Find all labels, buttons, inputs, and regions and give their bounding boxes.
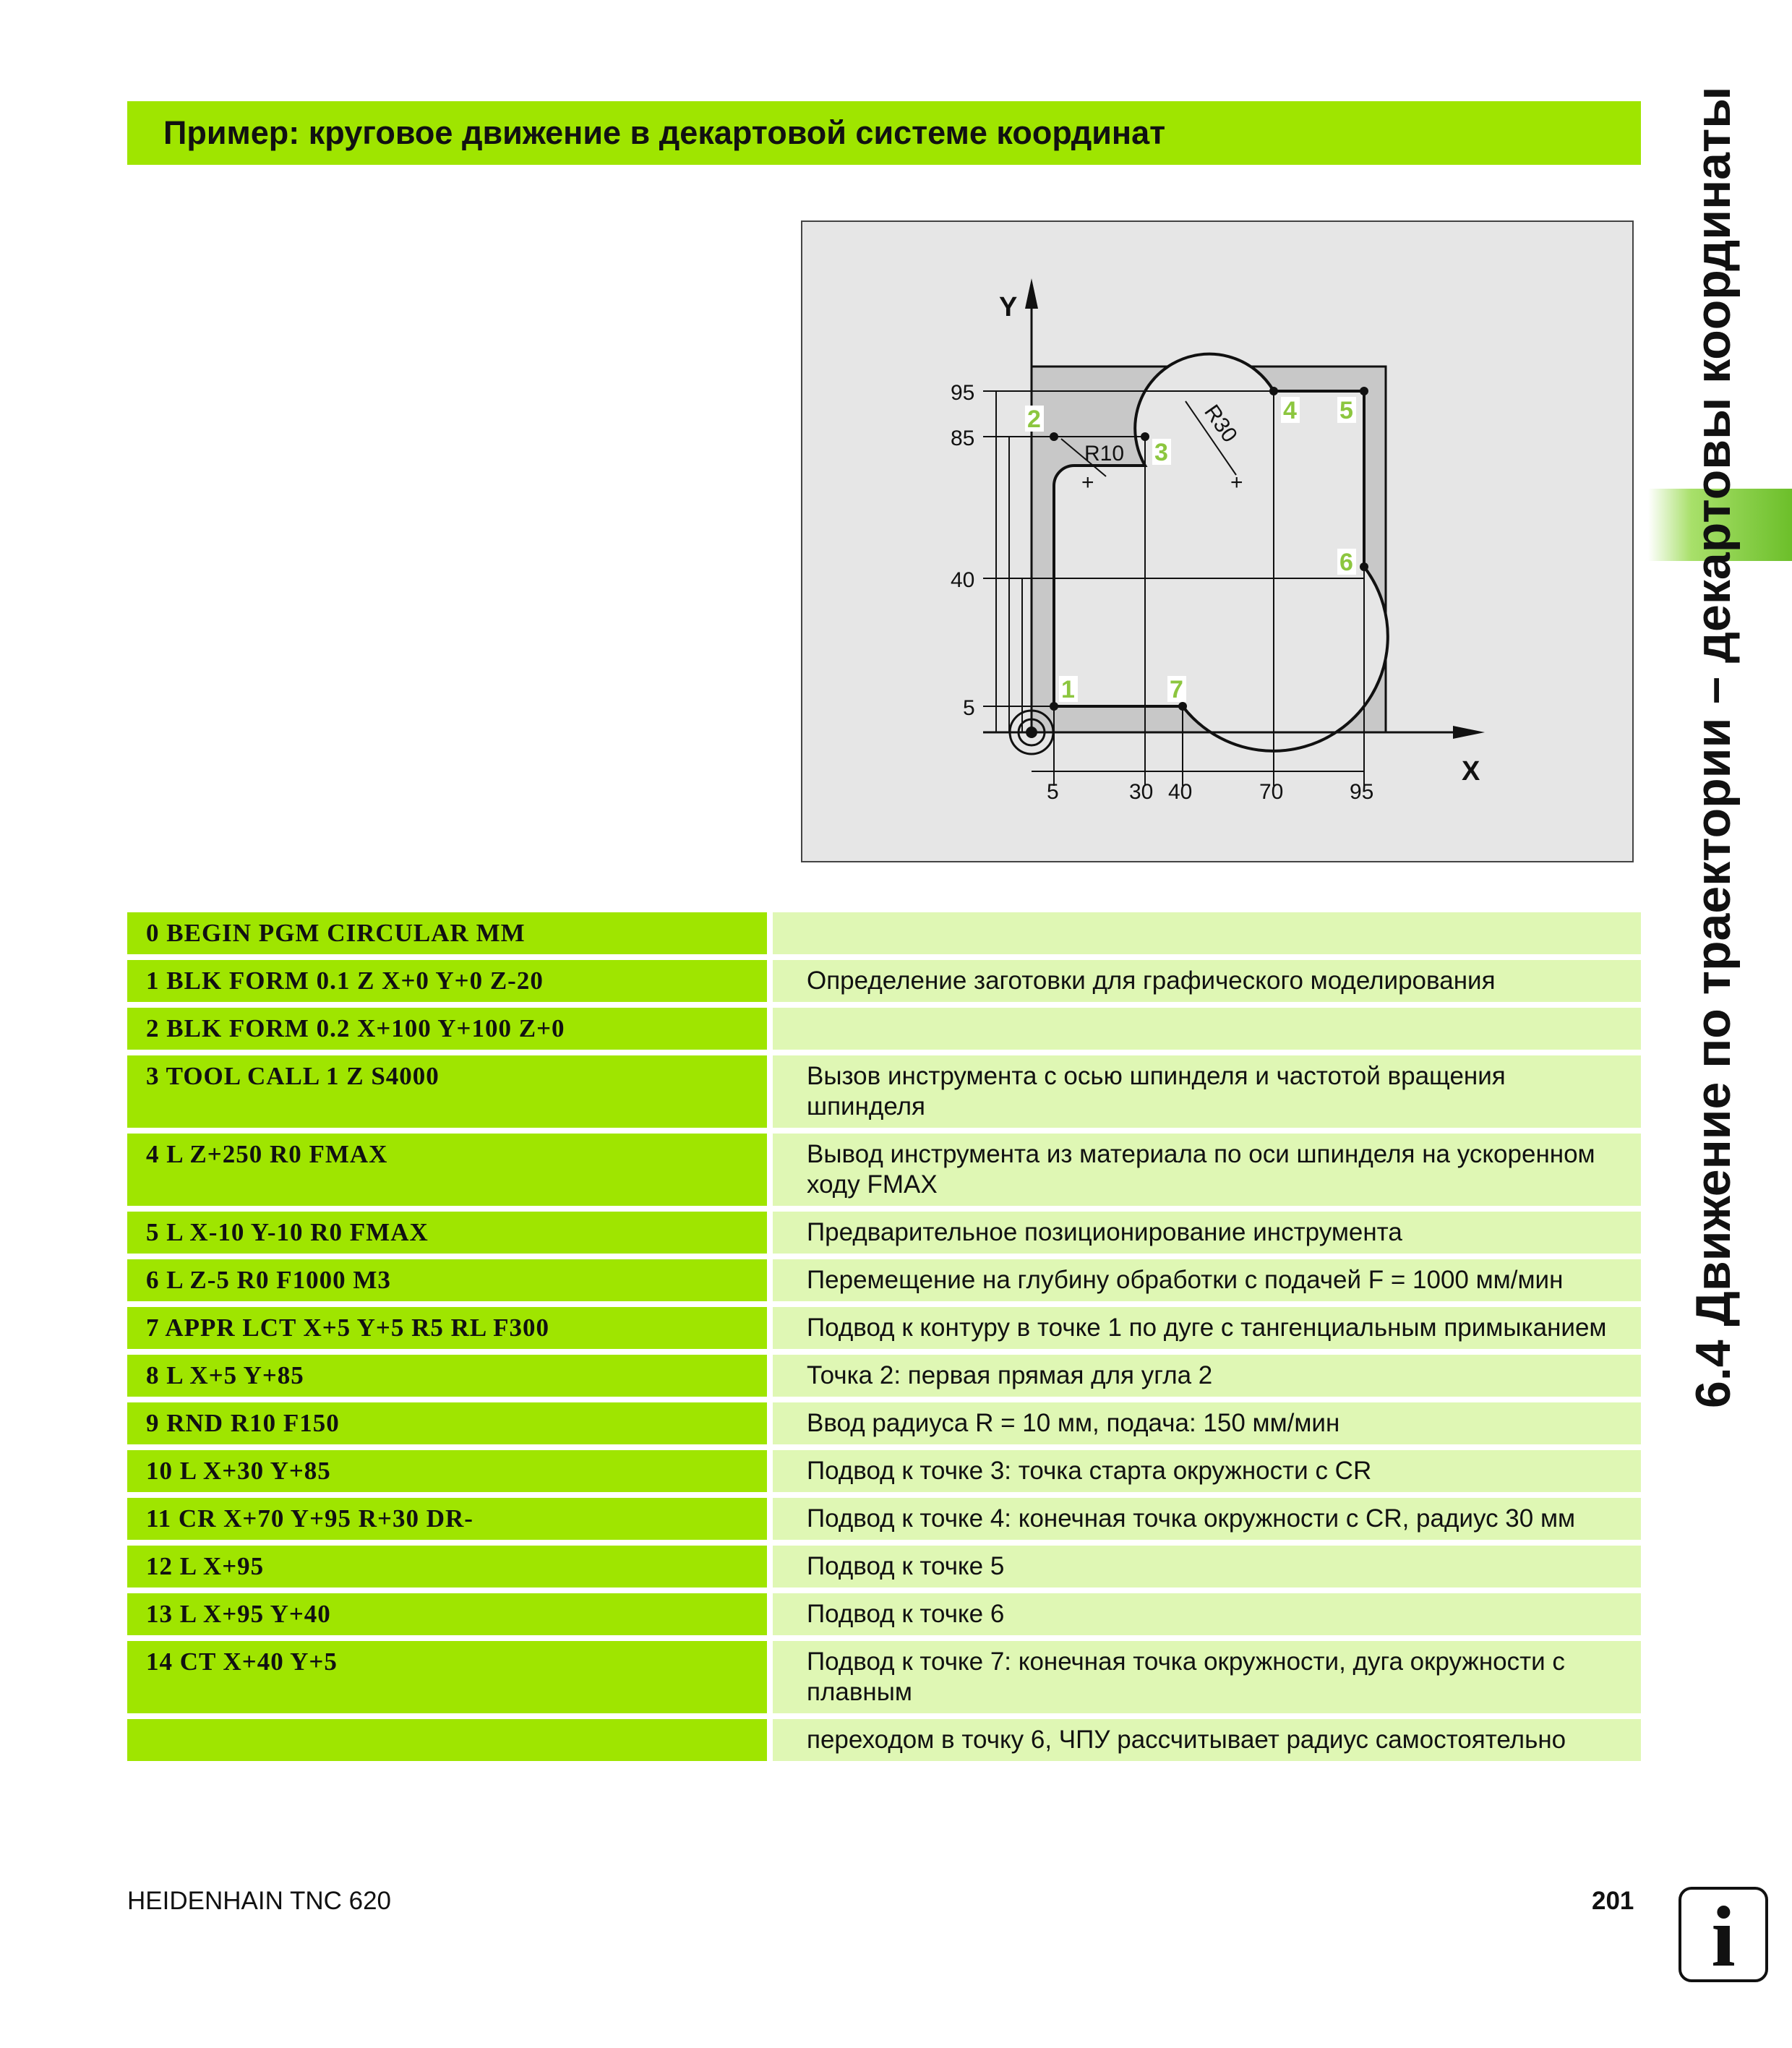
nc-block-code: 6 L Z-5 R0 F1000 M3	[127, 1259, 767, 1301]
nc-block-code: 9 RND R10 F150	[127, 1402, 767, 1444]
nc-block-code: 0 BEGIN PGM CIRCULAR MM	[127, 912, 767, 954]
chapter-title: 6.4 Движение по траектории – декартовы координаты	[1686, 86, 1741, 1408]
nc-block-description: Перемещение на глубину обработки с подачей F = 1000 мм/мин	[773, 1259, 1641, 1301]
program-row	[127, 1008, 1641, 1050]
program-row	[127, 1402, 1641, 1444]
y-tick-95: 95	[951, 381, 975, 405]
y-tick-85: 85	[951, 427, 975, 450]
program-row	[127, 1719, 1641, 1761]
center-mark-small: +	[1081, 471, 1094, 494]
program-row	[127, 1641, 1641, 1713]
nc-block-description: Подвод к контуру в точке 1 по дуге с тангенциальным примыканием	[773, 1307, 1641, 1349]
point-4-dot	[1269, 387, 1278, 395]
section-title: Пример: круговое движение в декартовой системе координат	[163, 114, 1166, 151]
y-tick-5: 5	[963, 696, 975, 720]
point-6-label: 6	[1339, 549, 1353, 576]
program-table	[127, 912, 1641, 1767]
x-tick-40: 40	[1168, 780, 1193, 804]
nc-block-description	[773, 912, 1641, 954]
section-title-bar	[127, 101, 1641, 165]
point-3-dot	[1141, 432, 1149, 441]
program-row	[127, 1546, 1641, 1588]
y-axis-label: Y	[999, 292, 1018, 322]
radius-large-label: R30	[1199, 400, 1242, 447]
nc-block-description: Предварительное позиционирование инструмента	[773, 1212, 1641, 1254]
nc-block-code: 10 L X+30 Y+85	[127, 1450, 767, 1492]
program-row	[127, 1355, 1641, 1397]
point-3-label: 3	[1154, 439, 1168, 466]
point-4-label: 4	[1283, 397, 1297, 424]
x-tick-5: 5	[1047, 780, 1059, 804]
nc-block-code: 12 L X+95	[127, 1546, 767, 1588]
program-row	[127, 1055, 1641, 1128]
program-row	[127, 1259, 1641, 1301]
footer-product: HEIDENHAIN TNC 620	[127, 1887, 392, 1915]
point-1-dot	[1050, 702, 1058, 711]
program-row	[127, 1134, 1641, 1206]
nc-block-description: Подвод к точке 6	[773, 1593, 1641, 1635]
program-row	[127, 1307, 1641, 1349]
contour-drawing	[802, 222, 1632, 861]
nc-block-code	[127, 1719, 767, 1761]
point-5-dot	[1360, 387, 1368, 395]
x-tick-70: 70	[1259, 780, 1284, 804]
program-row	[127, 1212, 1641, 1254]
nc-block-code: 4 L Z+250 R0 FMAX	[127, 1134, 767, 1206]
point-1-label: 1	[1061, 676, 1075, 703]
nc-block-code: 7 APPR LCT X+5 Y+5 R5 RL F300	[127, 1307, 767, 1349]
program-row	[127, 912, 1641, 954]
nc-block-code: 11 CR X+70 Y+95 R+30 DR-	[127, 1498, 767, 1540]
nc-block-description: Подвод к точке 7: конечная точка окружности, дуга окружности с плавным	[773, 1641, 1641, 1713]
nc-block-code: 2 BLK FORM 0.2 X+100 Y+100 Z+0	[127, 1008, 767, 1050]
nc-block-description: переходом в точку 6, ЧПУ рассчитывает радиус самостоятельно	[773, 1719, 1641, 1761]
center-mark-large: +	[1230, 471, 1243, 494]
x-tick-95: 95	[1350, 780, 1374, 804]
program-row	[127, 1498, 1641, 1540]
nc-block-description: Вывод инструмента из материала по оси шпинделя на ускоренном ходу FMAX	[773, 1134, 1641, 1206]
x-axis-label: X	[1462, 756, 1480, 787]
contour-figure	[801, 220, 1634, 862]
nc-block-code: 5 L X-10 Y-10 R0 FMAX	[127, 1212, 767, 1254]
nc-block-code: 14 CT X+40 Y+5	[127, 1641, 767, 1713]
nc-block-code: 1 BLK FORM 0.1 Z X+0 Y+0 Z-20	[127, 960, 767, 1002]
page-number: 201	[1592, 1887, 1634, 1915]
program-row	[127, 960, 1641, 1002]
nc-block-code: 3 TOOL CALL 1 Z S4000	[127, 1055, 767, 1128]
nc-block-description: Точка 2: первая прямая для угла 2	[773, 1355, 1641, 1397]
info-icon: i	[1679, 1887, 1768, 1982]
point-5-label: 5	[1339, 397, 1353, 424]
nc-block-description	[773, 1008, 1641, 1050]
point-2-dot	[1050, 432, 1058, 441]
nc-block-description: Ввод радиуса R = 10 мм, подача: 150 мм/мин	[773, 1402, 1641, 1444]
nc-block-code: 8 L X+5 Y+85	[127, 1355, 767, 1397]
datum-center	[1026, 727, 1037, 738]
nc-block-description: Подвод к точке 5	[773, 1546, 1641, 1588]
nc-block-code: 13 L X+95 Y+40	[127, 1593, 767, 1635]
x-tick-30: 30	[1129, 780, 1154, 804]
point-7-label: 7	[1170, 676, 1183, 703]
point-6-dot	[1360, 562, 1368, 571]
x-axis-arrow	[1453, 726, 1485, 739]
nc-block-description: Вызов инструмента с осью шпинделя и частотой вращения шпинделя	[773, 1055, 1641, 1128]
program-row	[127, 1593, 1641, 1635]
program-row	[127, 1450, 1641, 1492]
radius-small-label: R10	[1084, 442, 1125, 466]
nc-block-description: Подвод к точке 3: точка старта окружности с CR	[773, 1450, 1641, 1492]
point-2-label: 2	[1027, 406, 1041, 433]
y-tick-40: 40	[951, 568, 975, 592]
nc-block-description: Определение заготовки для графического моделирования	[773, 960, 1641, 1002]
nc-block-description: Подвод к точке 4: конечная точка окружности с CR, радиус 30 мм	[773, 1498, 1641, 1540]
y-axis-arrow	[1025, 278, 1038, 309]
